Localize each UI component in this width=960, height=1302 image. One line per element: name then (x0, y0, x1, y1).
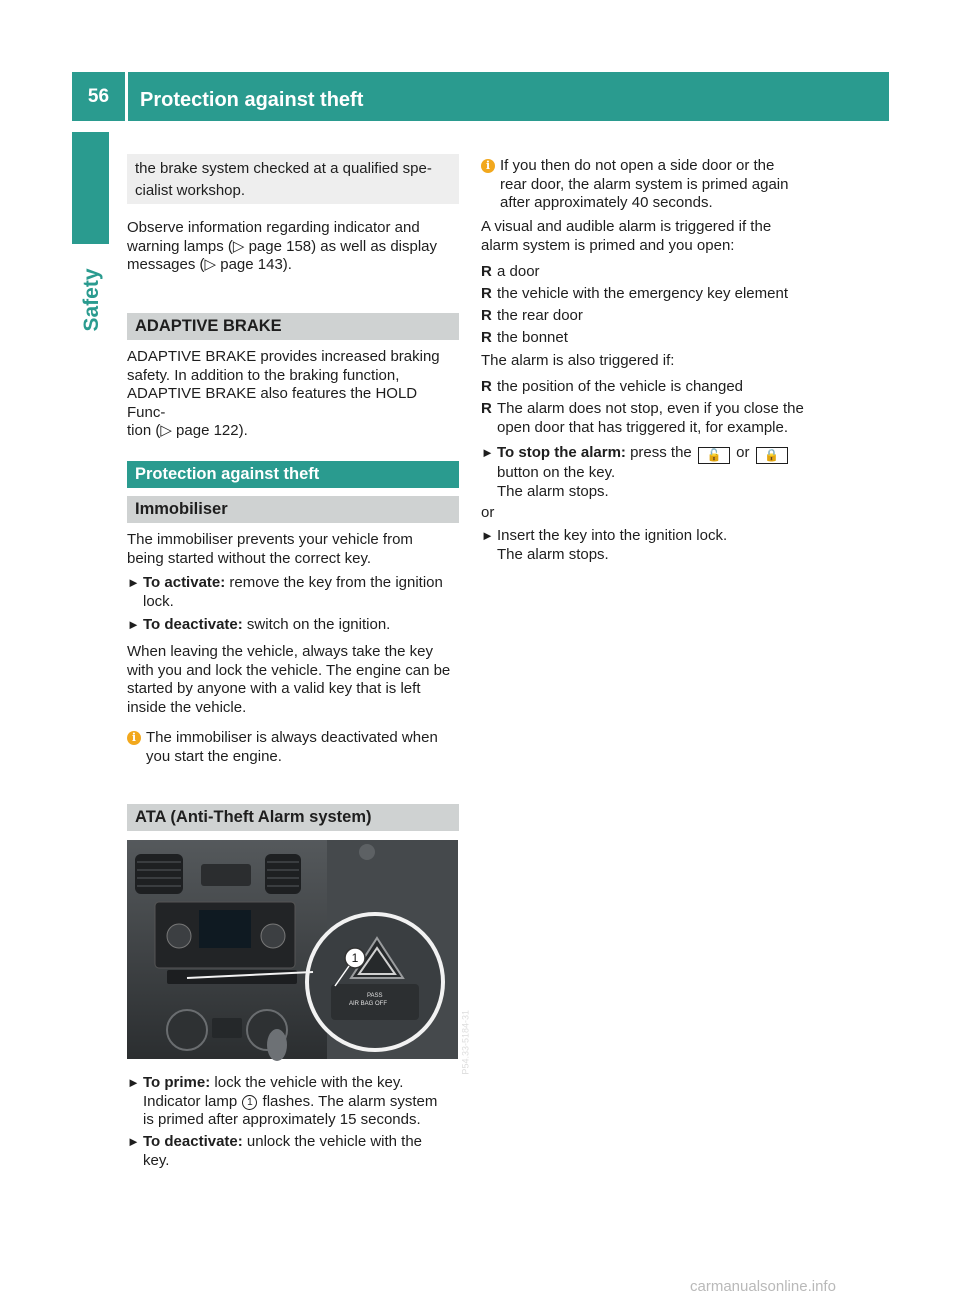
side-tab-label (62, 252, 122, 348)
photo-reference-code: P54.33-5184-31 (461, 1010, 471, 1075)
page-title: Protection against theft (140, 89, 364, 111)
r-bullet-icon: R (481, 307, 492, 324)
step-deactivate-body: switch on the ignition. (242, 616, 391, 633)
trigger-intro: A visual and audible alarm is triggered if the alarm system is primed and you open: (481, 218, 772, 254)
step-stop-alarm (481, 444, 816, 501)
alarm-info-note (481, 157, 816, 213)
immobiliser-info-text: The immobiliser is always deactivated when you start the engine. (146, 729, 438, 765)
list-item-text: the rear door (497, 307, 583, 324)
step-activate-label: To activate: (143, 574, 226, 591)
triangle-right-icon: ► (127, 575, 140, 590)
theft-section-heading: Protection against theft (127, 461, 459, 488)
step-activate (127, 574, 459, 611)
r-bullet-icon: R (481, 263, 492, 280)
observe-paragraph: Observe information regarding indicator and warning lamps (▷ page 158) as well as display messages (▷ page 143). (127, 219, 438, 273)
page-number: 56 (87, 86, 110, 107)
step-deactivate-label: To deactivate: (143, 616, 243, 633)
list-item-text: The alarm does not stop, even if you close the open door that has triggered it, for example. (497, 400, 804, 436)
list-item (481, 285, 816, 304)
r-bullet-icon: R (481, 400, 492, 417)
dashboard-photo (127, 840, 471, 1075)
lock-icon: 🔒 (756, 447, 788, 464)
immobiliser-info-note (127, 729, 459, 766)
step-activate-body: remove the key from the ignition lock. (143, 574, 443, 610)
list-item (481, 263, 816, 282)
watermark: carmanualsonline.info (690, 1278, 836, 1295)
trigger-list (481, 263, 816, 348)
step-deactivate-alarm-text (143, 1133, 459, 1170)
unlock-icon: 🔓 (698, 447, 730, 464)
also-triggered-list (481, 378, 816, 437)
triangle-right-icon: ► (127, 1134, 140, 1149)
note-box-text: the brake system checked at a qualified spe- cialist workshop. (135, 160, 432, 199)
list-item (481, 400, 816, 437)
list-item-text: the bonnet (497, 329, 568, 346)
r-bullet-icon: R (481, 329, 492, 346)
adaptive-brake-paragraph: ADAPTIVE BRAKE provides increased braking safety. In addition to the braking function, ADAPTIVE BRAKE also features the HOLD Func- tion (▷ page 122). (127, 348, 440, 439)
info-icon: i (481, 159, 495, 173)
step-prime (127, 1074, 459, 1130)
header-divider (125, 72, 128, 121)
list-item (481, 329, 816, 348)
immobiliser-heading: Immobiliser (127, 496, 459, 523)
step-deactivate-alarm-label: To deactivate: (143, 1133, 243, 1150)
info-icon: i (127, 731, 141, 745)
r-bullet-icon: R (481, 285, 492, 302)
list-item-text: a door (497, 263, 540, 280)
step-stop-alarm-body-b: button on the key. The alarm stops. (497, 464, 616, 500)
list-item-text: the vehicle with the emergency key element (497, 285, 788, 302)
step-deactivate-alarm-body: unlock the vehicle with the key. (143, 1133, 423, 1169)
step-prime-body-b: flashes. The alarm system is primed after approximately 15 seconds. (143, 1092, 438, 1128)
step-activate-text (143, 574, 459, 611)
step-stop-alarm-body-a: press the (625, 444, 696, 461)
triangle-right-icon: ► (127, 617, 140, 632)
side-tab-block (72, 132, 109, 244)
step-insert-key (481, 527, 816, 564)
step-prime-text (143, 1074, 459, 1130)
immobiliser-paragraph: The immobiliser prevents your vehicle from being started without the correct key. (127, 531, 413, 567)
also-triggered-intro: The alarm is also triggered if: (481, 352, 675, 369)
dashboard-photo-illustration (127, 840, 458, 1059)
step-stop-alarm-text (497, 444, 816, 501)
list-item-text: the position of the vehicle is changed (497, 378, 743, 395)
list-item (481, 378, 816, 397)
or-text: or (481, 504, 495, 521)
photo-button-text-pass: PASS (367, 993, 383, 999)
side-tab-text: Safety (79, 268, 103, 332)
triangle-right-icon: ► (127, 1075, 140, 1090)
callout-1-icon: 1 (242, 1095, 257, 1110)
step-deactivate (127, 616, 459, 635)
step-prime-body-a: lock the vehicle with the key. Indicator lamp (143, 1074, 404, 1110)
step-stop-alarm-label: To stop the alarm: (497, 444, 626, 461)
step-deactivate-alarm (127, 1133, 459, 1170)
alarm-info-text: If you then do not open a side door or the rear door, the alarm system is primed again after approximately 40 seconds. (500, 157, 789, 211)
list-item (481, 307, 816, 326)
ata-heading: ATA (Anti-Theft Alarm system) (127, 804, 459, 831)
triangle-right-icon: ► (481, 528, 494, 543)
step-prime-label: To prime: (143, 1074, 211, 1091)
adaptive-brake-heading: ADAPTIVE BRAKE (127, 313, 459, 340)
step-stop-alarm-or: or (731, 444, 754, 461)
triangle-right-icon: ► (481, 445, 494, 460)
leaving-paragraph: When leaving the vehicle, always take the key with you and lock the vehicle. The engine can be started by anyone with a valid key that is left inside the vehicle. (127, 643, 451, 716)
photo-button-text-airbag: AIR BAG OFF (349, 1001, 388, 1007)
photo-callout-label: 1 (351, 951, 359, 965)
r-bullet-icon: R (481, 378, 492, 395)
note-box (127, 154, 459, 204)
step-insert-key-text: Insert the key into the ignition lock. The alarm stops. (497, 527, 728, 563)
step-deactivate-text (143, 616, 459, 635)
